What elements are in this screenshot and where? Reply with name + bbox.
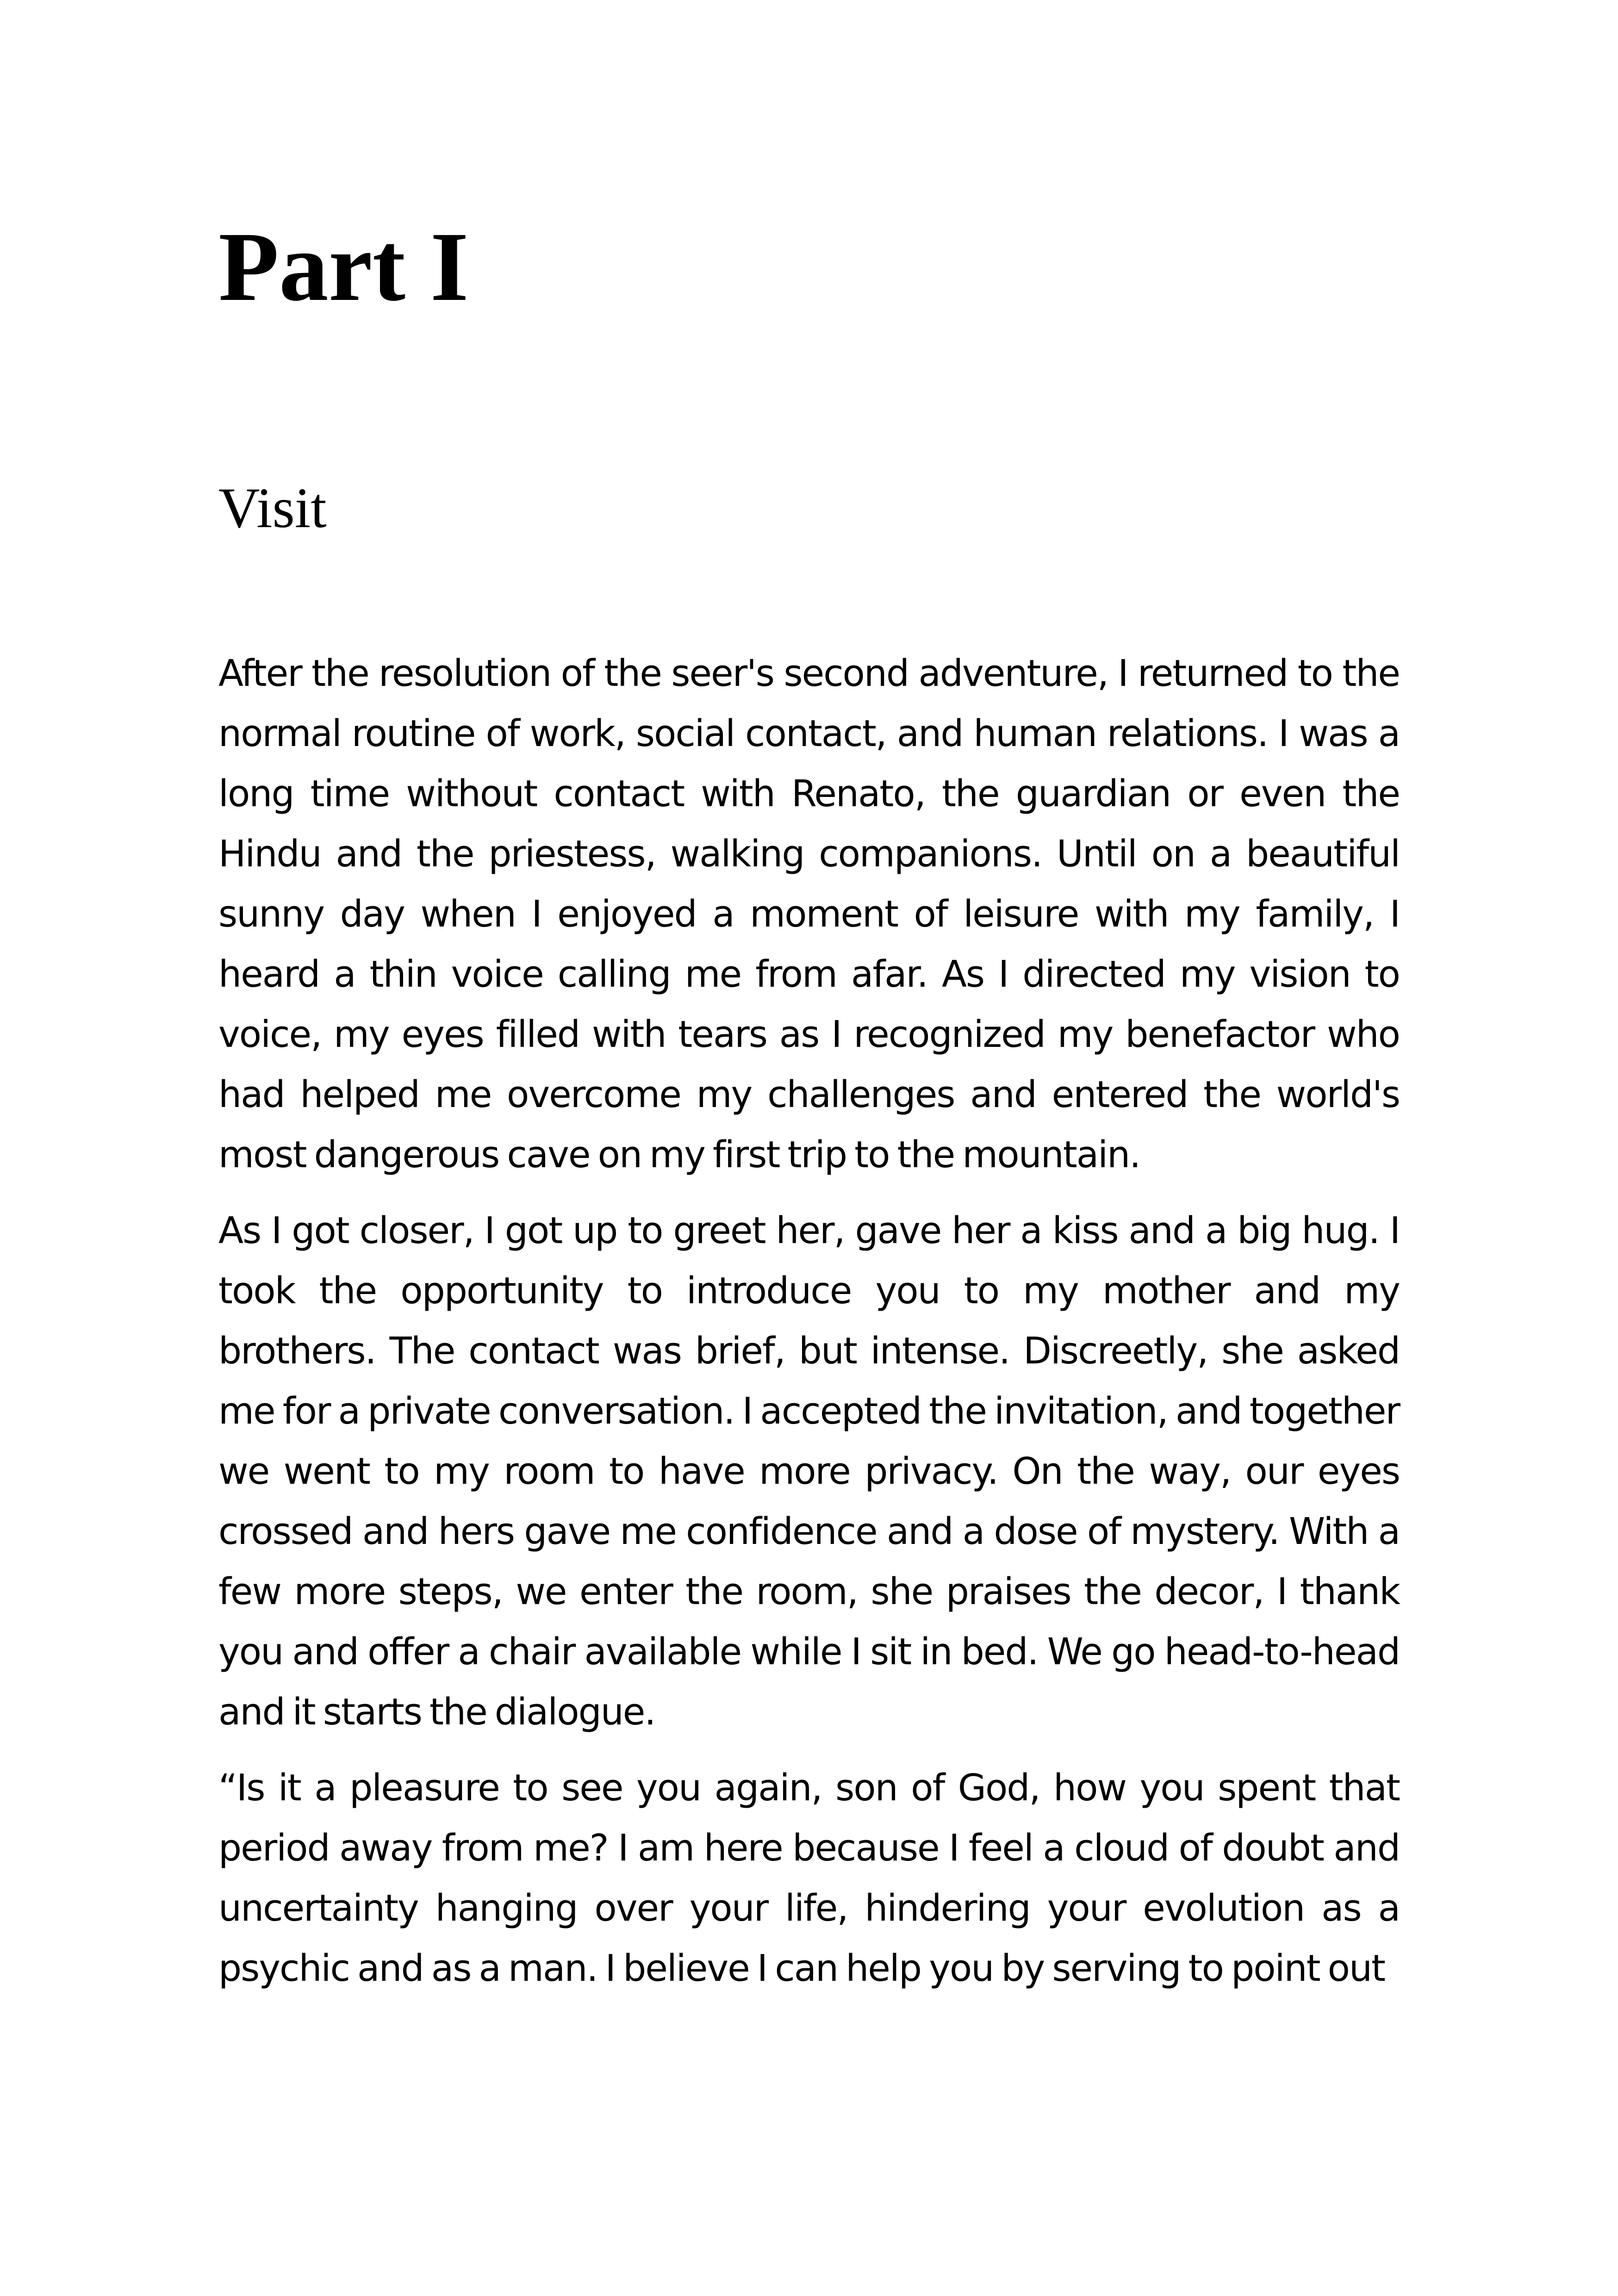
- section-title: Visit: [218, 476, 327, 540]
- paragraph-2: As I got closer, I got up to greet her, gave her a kiss and a big hug. I took the opportunity to introduce you to my mother and my brothers. The contact was brief, but intense. Discreetly, she asked me for a private conversation. I accepted the invitation, and together we went to my room to have more privacy. On the way, our eyes crossed and hers gave me confidence and a dose of mystery. With a few more steps, we enter the room, she praises the decor, I thank you and offer a chair available while I sit in bed. We go head-to-head and it starts the dialogue.: [218, 1209, 1400, 1733]
- paragraph-3: “Is it a pleasure to see you again, son of God, how you spent that period away from me? I am here because I feel a cloud of doubt and uncertainty hanging over your life, hindering your evolution as a psychic and as a man. I believe I can help you by serving to point out: [218, 1767, 1400, 1990]
- body-text: [218, 643, 1400, 2014]
- part-title: Part I: [218, 212, 469, 322]
- paragraph-1: After the resolution of the seer's second adventure, I returned to the normal routine of work, social contact, and human relations. I was a long time without contact with Renato, the guardian or even the Hindu and the priestess, walking companions. Until on a beautiful sunny day when I enjoyed a moment of leisure with my family, I heard a thin voice calling me from afar. As I directed my vision to voice, my eyes filled with tears as I recognized my benefactor who had helped me overcome my challenges and entered the world's most dangerous cave on my first trip to the mountain.: [218, 652, 1400, 1176]
